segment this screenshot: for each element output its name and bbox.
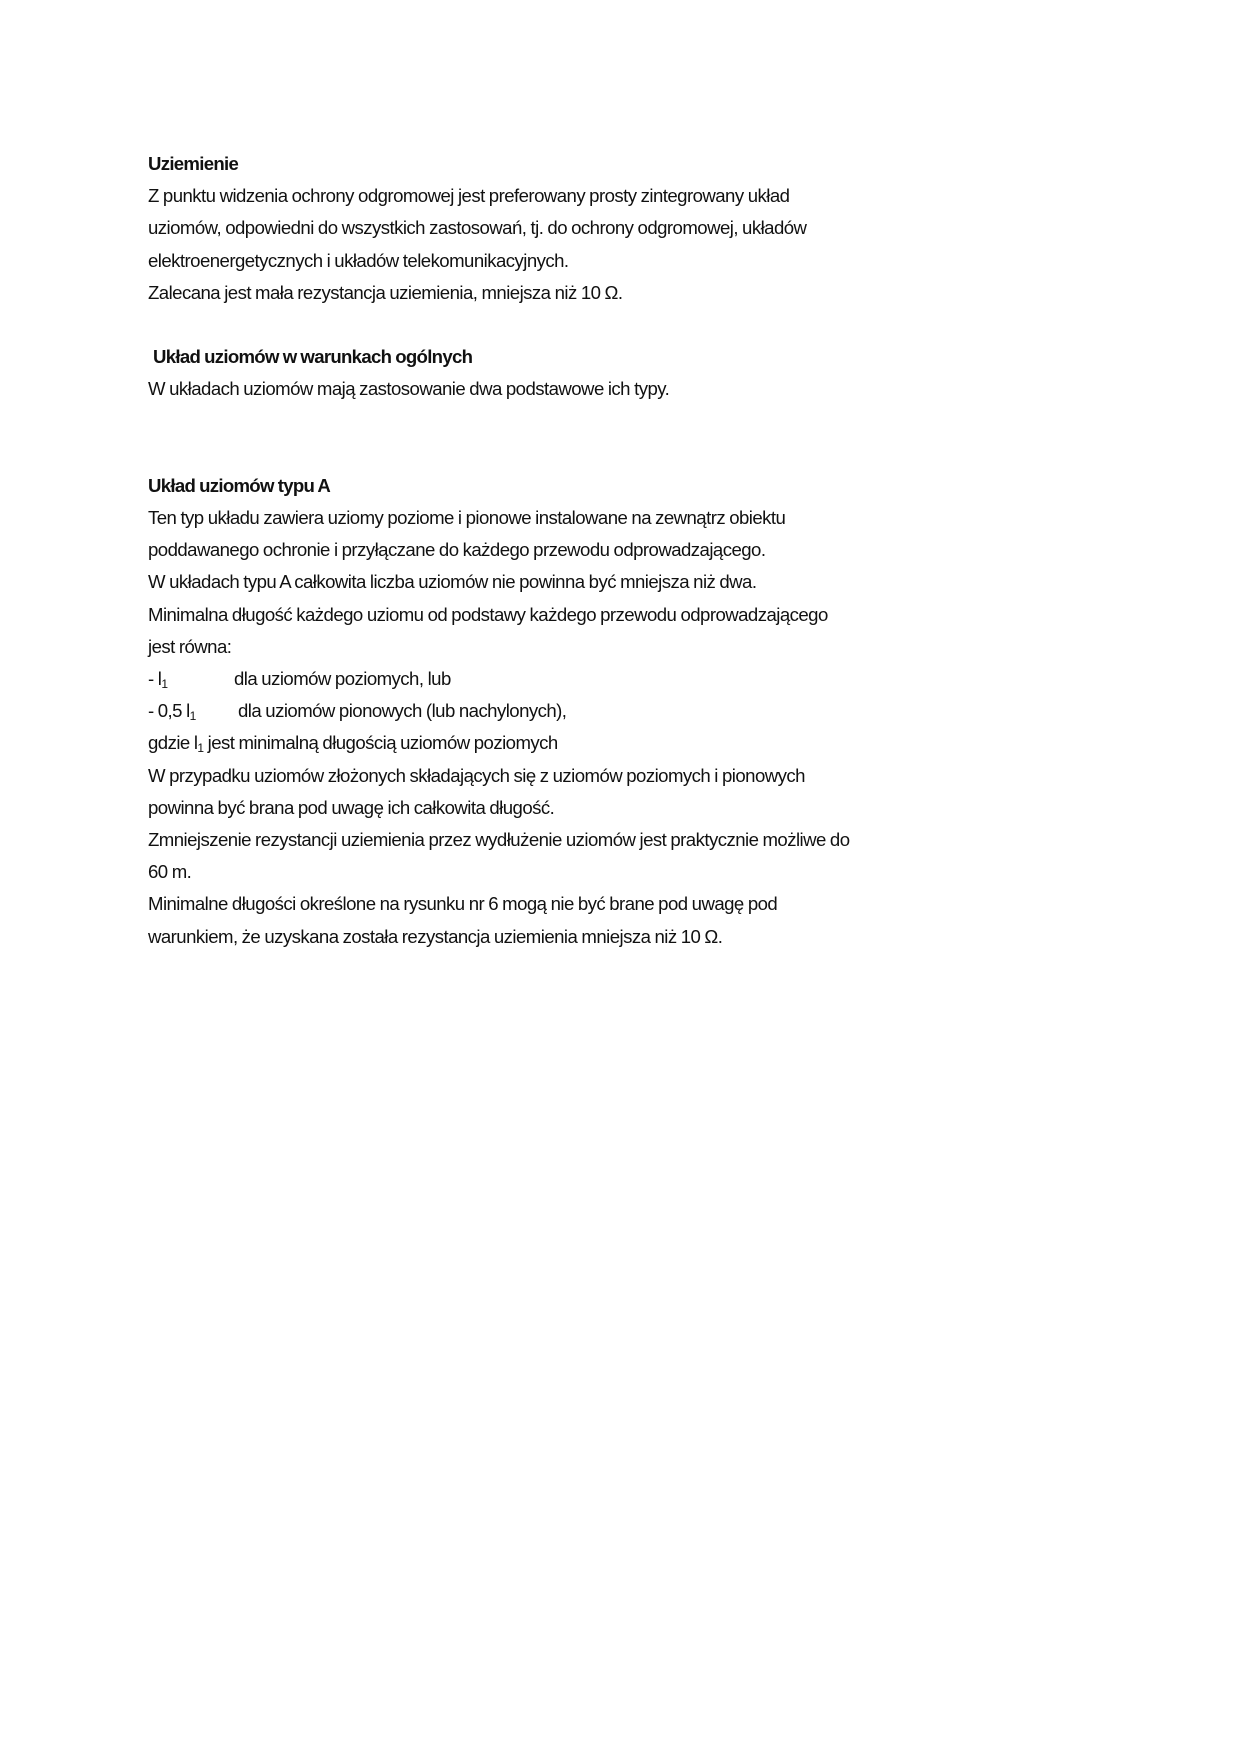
section-heading-uziemienie: Uziemienie <box>148 153 239 174</box>
paragraph-line: uziomów, odpowiedni do wszystkich zastosowań, tj. do ochrony odgromowej, układów <box>148 217 807 239</box>
list-item-horizontal <box>148 663 1028 695</box>
paragraph-line: 60 m. <box>148 861 192 883</box>
list-item-label: - 0,5 $l_1$ <box>148 700 196 724</box>
paragraph-line: Zmniejszenie rezystancji uziemienia przez wydłużenie uziomów jest praktycznie możliwe do <box>148 828 850 850</box>
spacer <box>148 438 1028 470</box>
where-line: gdzie $l_1$ jest minimalną długością uziomów poziomych <box>148 732 558 756</box>
list-item-text: dla uziomów poziomych, lub <box>234 668 451 689</box>
paragraph-line: W układach typu A całkowita liczba uziomów nie powinna być mniejsza niż dwa. <box>148 571 757 593</box>
paragraph-line: poddawanego ochronie i przyłączane do każdego przewodu odprowadzającego. <box>148 539 766 561</box>
paragraph-line: W układach uziomów mają zastosowanie dwa podstawowe ich typy. <box>148 378 670 400</box>
paragraph-line: elektroenergetycznych i układów telekomunikacyjnych. <box>148 249 569 271</box>
paragraph-line: powinna być brana pod uwagę ich całkowita długość. <box>148 796 555 818</box>
section-heading-type-a: Układ uziomów typu A <box>148 474 331 496</box>
paragraph-line: Minimalna długość każdego uziomu od podstawy każdego przewodu odprowadzającego <box>148 603 828 625</box>
paragraph-line: Z punktu widzenia ochrony odgromowej jest preferowany prosty zintegrowany układ <box>148 185 790 207</box>
list-item-label: - $l_1$ <box>148 668 168 691</box>
paragraph-line: W przypadku uziomów złożonych składających się z uziomów poziomych i pionowych <box>148 764 805 786</box>
list-item-vertical <box>148 695 1028 727</box>
paragraph-line: Ten typ układu zawiera uziomy poziome i pionowe instalowane na zewnątrz obiektu <box>148 507 786 529</box>
spacer <box>148 406 1028 438</box>
paragraph-line: Zalecana jest mała rezystancja uziemienia, mniejsza niż 10 Ω. <box>148 281 623 303</box>
document-body <box>148 148 1028 953</box>
spacer <box>148 309 1028 341</box>
list-item-text: dla uziomów pionowych (lub nachylonych), <box>238 700 567 722</box>
paragraph-line: warunkiem, że uzyskana została rezystancja uziemienia mniejsza niż 10 Ω. <box>148 925 723 947</box>
paragraph-line: Minimalne długości określone na rysunku nr 6 mogą nie być brane pod uwagę pod <box>148 893 778 915</box>
paragraph-line: jest równa: <box>148 635 232 657</box>
section-heading-general-conditions: Układ uziomów w warunkach ogólnych <box>153 346 473 368</box>
